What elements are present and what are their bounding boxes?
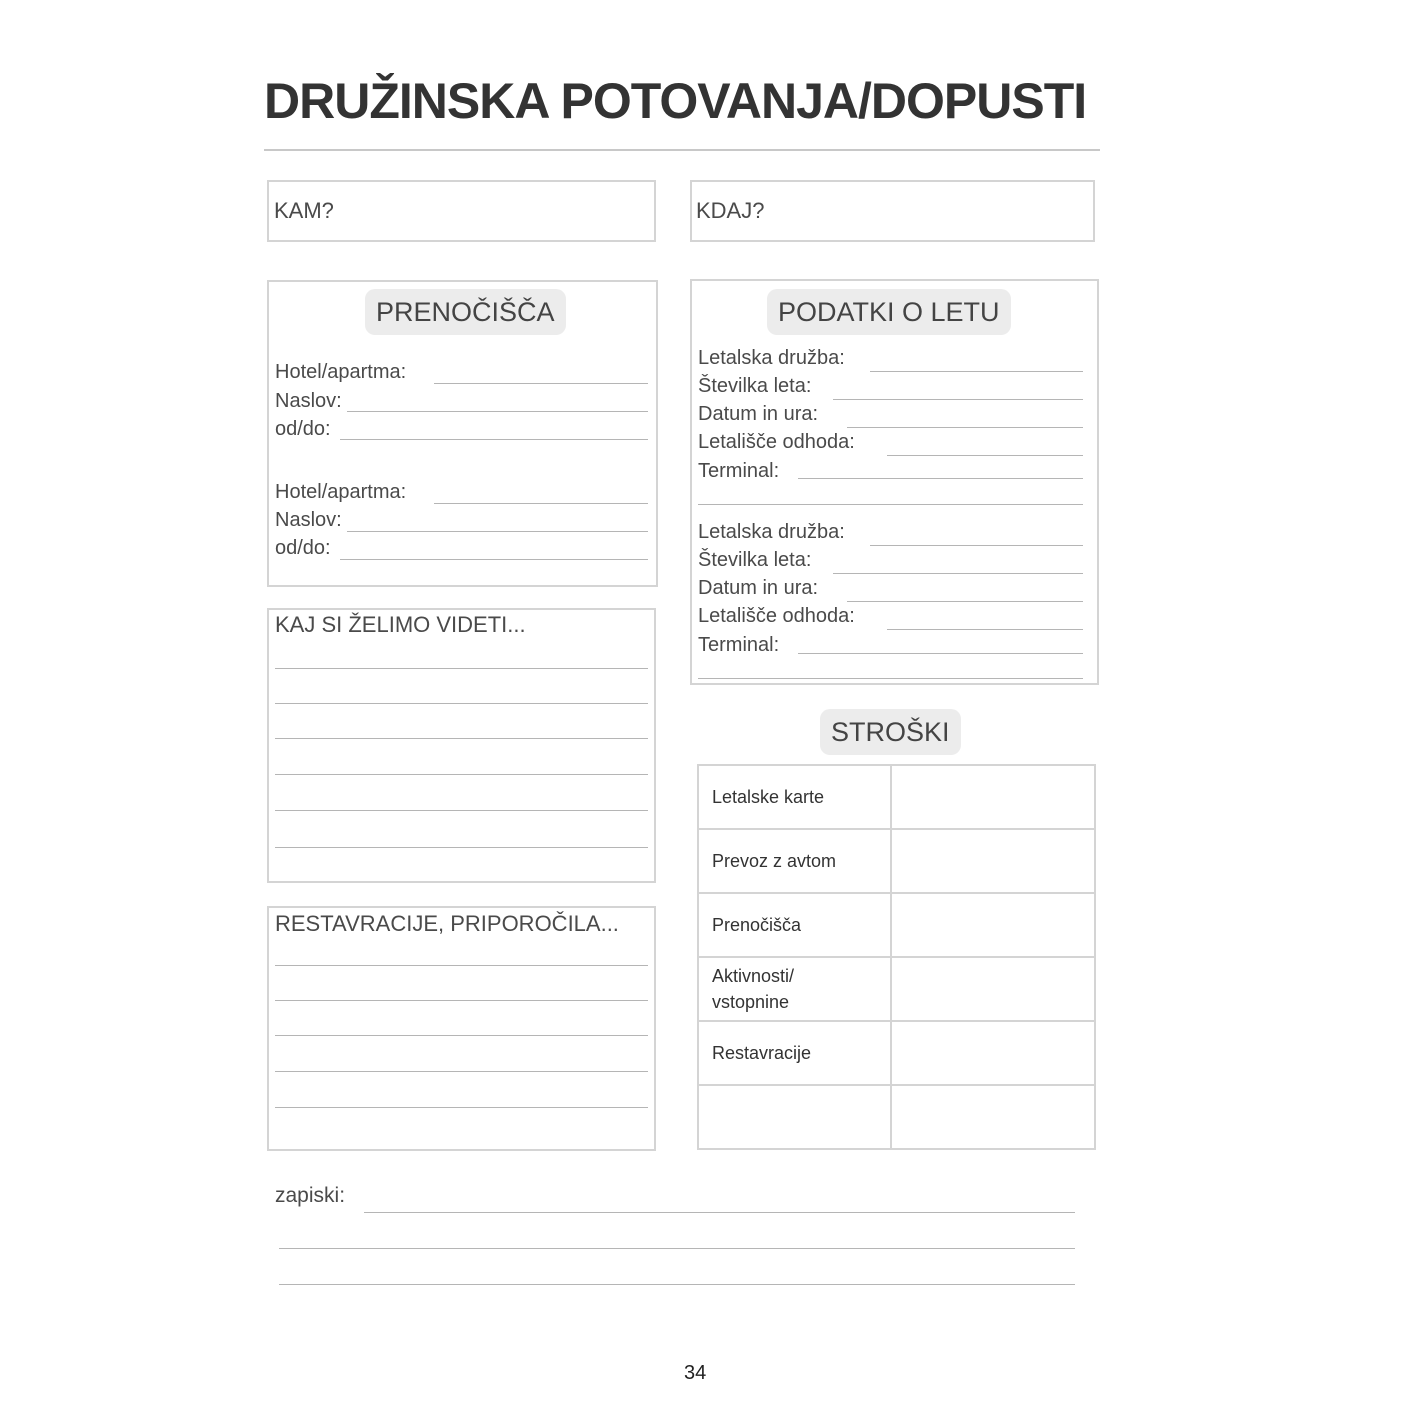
- kdaj-box[interactable]: [690, 180, 1095, 242]
- kam-label: KAM?: [274, 198, 334, 223]
- terminal-input-line-1[interactable]: [798, 478, 1083, 479]
- hotel-label-2: Hotel/apartma:: [275, 481, 407, 503]
- flight-extra-line-1[interactable]: [698, 504, 1083, 505]
- airline-label-1: Letalska družba:: [698, 347, 845, 369]
- datetime-input-line-2[interactable]: [847, 601, 1083, 602]
- address-input-line-2[interactable]: [347, 531, 648, 532]
- sights-box: [267, 608, 656, 883]
- cost-value-cell[interactable]: [891, 1085, 1095, 1149]
- sights-line[interactable]: [275, 738, 648, 739]
- dates-input-line-1[interactable]: [340, 439, 648, 440]
- costs-row: [698, 1085, 1095, 1149]
- address-label-2: Naslov:: [275, 509, 342, 531]
- cost-label: Prenočišča: [698, 893, 891, 957]
- departure-airport-label-2: Letališče odhoda:: [698, 605, 855, 627]
- kam-box[interactable]: [267, 180, 656, 242]
- flight-number-input-line-1[interactable]: [833, 399, 1083, 400]
- costs-row: [698, 765, 1095, 829]
- restaurants-line[interactable]: [275, 1000, 648, 1001]
- address-label-1: Naslov:: [275, 390, 342, 412]
- hotel-input-line-2[interactable]: [434, 503, 648, 504]
- cost-label[interactable]: [698, 1085, 891, 1149]
- departure-airport-input-line-2[interactable]: [887, 629, 1083, 630]
- sights-line[interactable]: [275, 810, 648, 811]
- restaurants-line[interactable]: [275, 1107, 648, 1108]
- address-input-line-1[interactable]: [347, 411, 648, 412]
- sights-line[interactable]: [275, 703, 648, 704]
- cost-label: Prevoz z avtom: [698, 829, 891, 893]
- departure-airport-input-line-1[interactable]: [887, 455, 1083, 456]
- flight-number-label-1: Številka leta:: [698, 375, 812, 397]
- sights-line[interactable]: [275, 774, 648, 775]
- airline-input-line-2[interactable]: [870, 545, 1083, 546]
- datetime-input-line-1[interactable]: [847, 427, 1083, 428]
- flight-number-input-line-2[interactable]: [833, 573, 1083, 574]
- cost-value-cell[interactable]: [891, 1021, 1095, 1085]
- cost-value-cell[interactable]: [891, 765, 1095, 829]
- terminal-label-2: Terminal:: [698, 634, 780, 656]
- costs-row: [698, 1021, 1095, 1085]
- costs-table: [697, 764, 1096, 1150]
- hotel-input-line-1[interactable]: [434, 383, 648, 384]
- cost-value-cell[interactable]: [891, 957, 1095, 1021]
- restaurants-line[interactable]: [275, 1035, 648, 1036]
- costs-row: [698, 893, 1095, 957]
- cost-label: Restavracije: [698, 1021, 891, 1085]
- sights-line[interactable]: [275, 847, 648, 848]
- page-title: DRUŽINSKA POTOVANJA/DOPUSTI: [264, 73, 1087, 129]
- restaurants-line[interactable]: [275, 965, 648, 966]
- restaurants-box: [267, 906, 656, 1151]
- notes-line[interactable]: [279, 1284, 1075, 1285]
- airline-label-2: Letalska družba:: [698, 521, 845, 543]
- flight-number-label-2: Številka leta:: [698, 549, 812, 571]
- restaurants-label: RESTAVRACIJE, PRIPOROČILA...: [275, 911, 619, 936]
- terminal-label-1: Terminal:: [698, 460, 780, 482]
- kdaj-label: KDAJ?: [696, 198, 765, 223]
- airline-input-line-1[interactable]: [870, 371, 1083, 372]
- terminal-input-line-2[interactable]: [798, 653, 1083, 654]
- cost-label: Letalske karte: [698, 765, 891, 829]
- dates-label-1: od/do:: [275, 418, 331, 440]
- datetime-label-2: Datum in ura:: [698, 577, 819, 599]
- cost-label: Aktivnosti/ vstopnine: [698, 957, 891, 1021]
- departure-airport-label-1: Letališče odhoda:: [698, 431, 855, 453]
- costs-row: [698, 957, 1095, 1021]
- sights-label: KAJ SI ŽELIMO VIDETI...: [275, 612, 526, 637]
- cost-value-cell[interactable]: [891, 893, 1095, 957]
- costs-row: [698, 829, 1095, 893]
- page-number: 34: [684, 1362, 707, 1384]
- flight-extra-line-2[interactable]: [698, 678, 1083, 679]
- datetime-label-1: Datum in ura:: [698, 403, 819, 425]
- notes-line[interactable]: [364, 1212, 1075, 1213]
- restaurants-line[interactable]: [275, 1071, 648, 1072]
- title-divider: [264, 149, 1100, 151]
- notes-label: zapiski:: [275, 1184, 346, 1207]
- hotel-label-1: Hotel/apartma:: [275, 361, 407, 383]
- dates-input-line-2[interactable]: [340, 559, 648, 560]
- flight-heading: PODATKI O LETU: [767, 289, 1011, 335]
- accommodation-heading: PRENOČIŠČA: [365, 289, 566, 335]
- cost-value-cell[interactable]: [891, 829, 1095, 893]
- notes-line[interactable]: [279, 1248, 1075, 1249]
- dates-label-2: od/do:: [275, 537, 331, 559]
- sights-line[interactable]: [275, 668, 648, 669]
- costs-heading: STROŠKI: [820, 709, 961, 755]
